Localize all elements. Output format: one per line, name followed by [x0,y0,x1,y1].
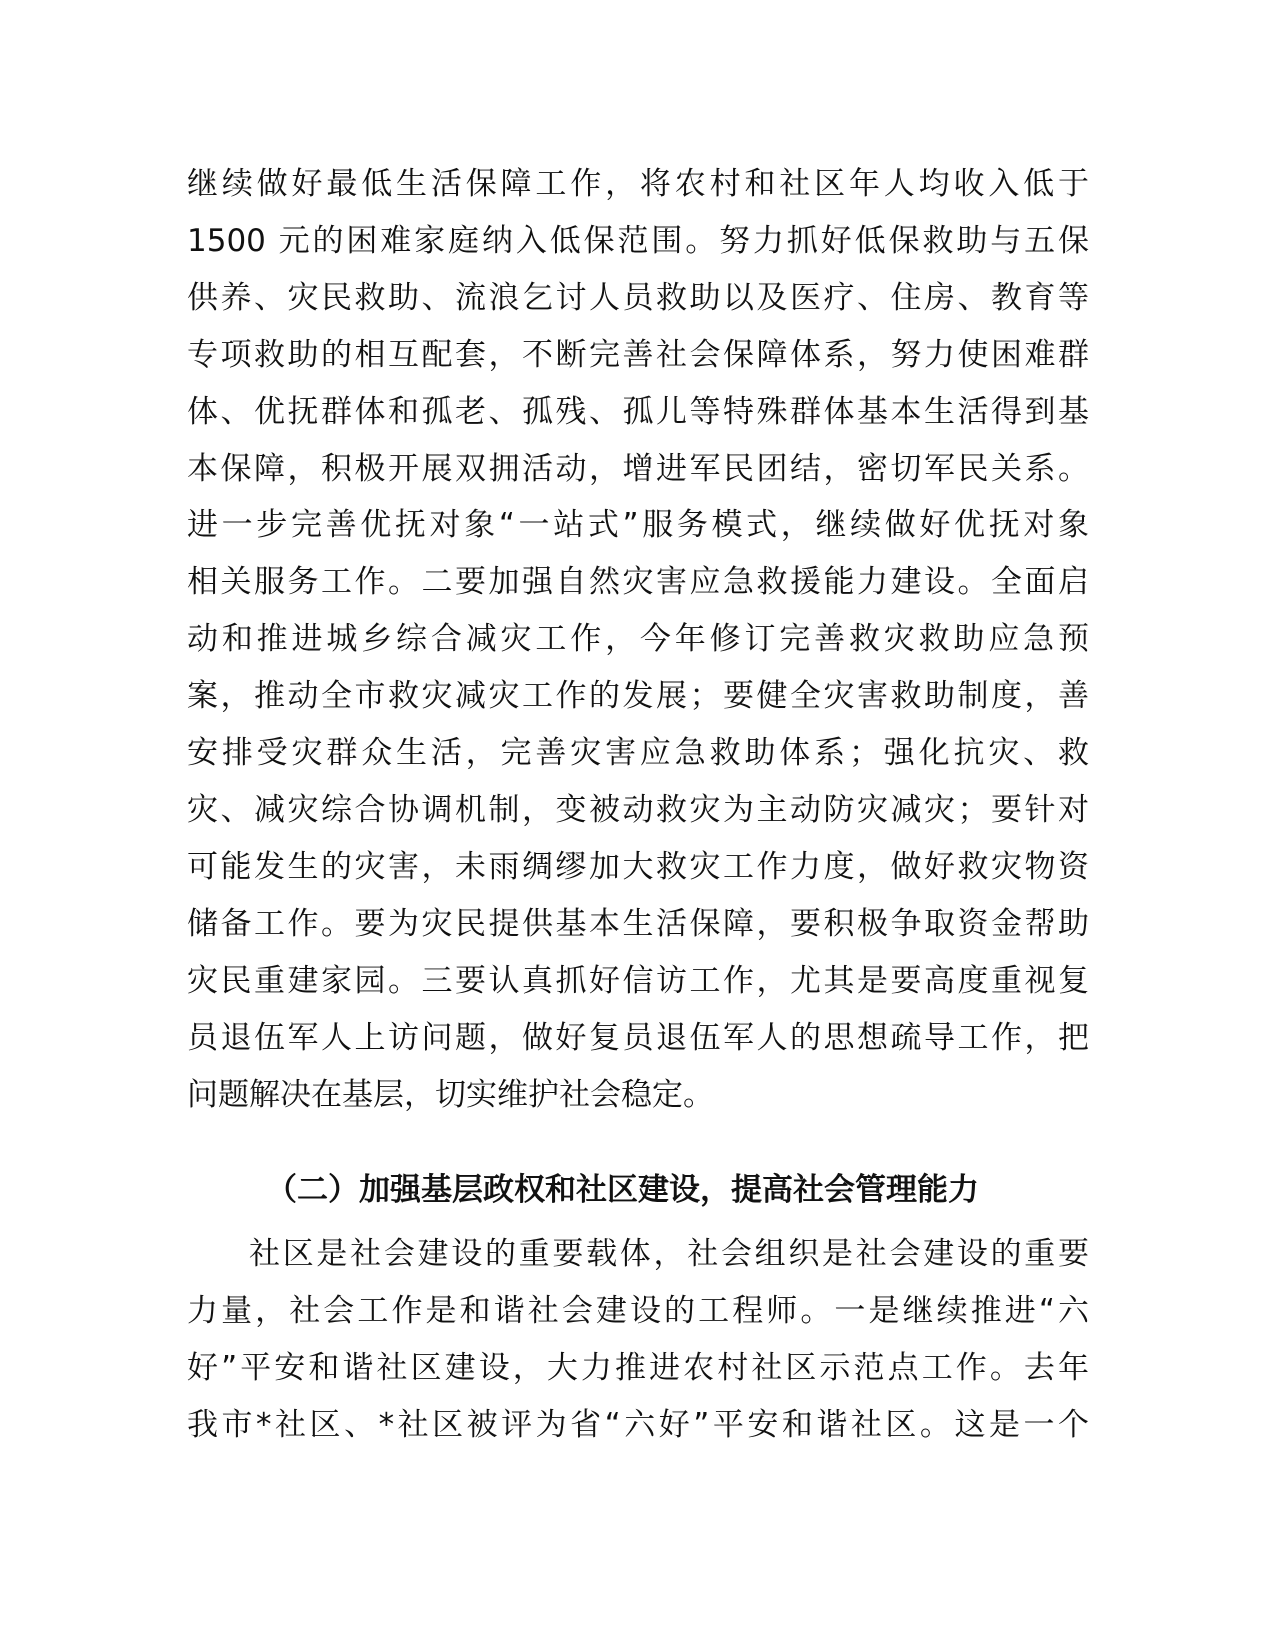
paragraph-line: 安排受灾群众生活，完善灾害应急救助体系；强化抗灾、救 [187,735,1089,772]
paragraph-line: 1500 元的困难家庭纳入低保范围。努力抓好低保救助与五保 [187,222,1089,259]
paragraph-line: 社区是社会建设的重要载体，社会组织是社会建设的重要 [249,1236,1089,1272]
paragraph-line: 体、优抚群体和孤老、孤残、孤儿等特殊群体基本生活得到基 [187,393,1089,430]
paragraph-line: 案，推动全市救灾减灾工作的发展；要健全灾害救助制度，善 [187,678,1089,715]
body-paragraph [187,156,1089,1123]
paragraph-line: 灾民重建家园。三要认真抓好信访工作，尤其是要高度重视复 [187,962,1089,999]
paragraph-line: 我市*社区、*社区被评为省“六好”平安和谐社区。这是一个 [187,1406,1089,1443]
paragraph-line: 储备工作。要为灾民提供基本生活保障，要积极争取资金帮助 [187,905,1089,942]
paragraph-line: 灾、减灾综合协调机制，变被动救灾为主动防灾减灾；要针对 [187,791,1089,828]
paragraph-line: 问题解决在基层，切实维护社会稳定。 [187,1076,714,1113]
paragraph-line: 好”平安和谐社区建设，大力推进农村社区示范点工作。去年 [187,1349,1089,1386]
section-heading: （二）加强基层政权和社区建设，提高社会管理能力 [266,1172,979,1208]
paragraph-line: 力量，社会工作是和谐社会建设的工程师。一是继续推进“六 [187,1292,1089,1329]
paragraph-line: 供养、灾民救助、流浪乞讨人员救助以及医疗、住房、教育等 [187,279,1089,316]
paragraph-line: 继续做好最低生活保障工作，将农村和社区年人均收入低于 [187,166,1089,202]
paragraph-line: 员退伍军人上访问题，做好复员退伍军人的思想疏导工作，把 [187,1019,1089,1056]
paragraph-line: 相关服务工作。二要加强自然灾害应急救援能力建设。全面启 [187,564,1089,601]
paragraph-line: 可能发生的灾害，未雨绸缪加大救灾工作力度，做好救灾物资 [187,848,1089,885]
paragraph-line: 专项救助的相互配套，不断完善社会保障体系，努力使困难群 [187,336,1089,373]
paragraph-line: 动和推进城乡综合减灾工作，今年修订完善救灾救助应急预 [187,621,1089,658]
paragraph-line: 本保障，积极开展双拥活动，增进军民团结，密切军民关系。 [187,450,1089,487]
body-paragraph [187,1226,1089,1454]
paragraph-line: 进一步完善优抚对象“一站式”服务模式，继续做好优抚对象 [187,507,1089,544]
